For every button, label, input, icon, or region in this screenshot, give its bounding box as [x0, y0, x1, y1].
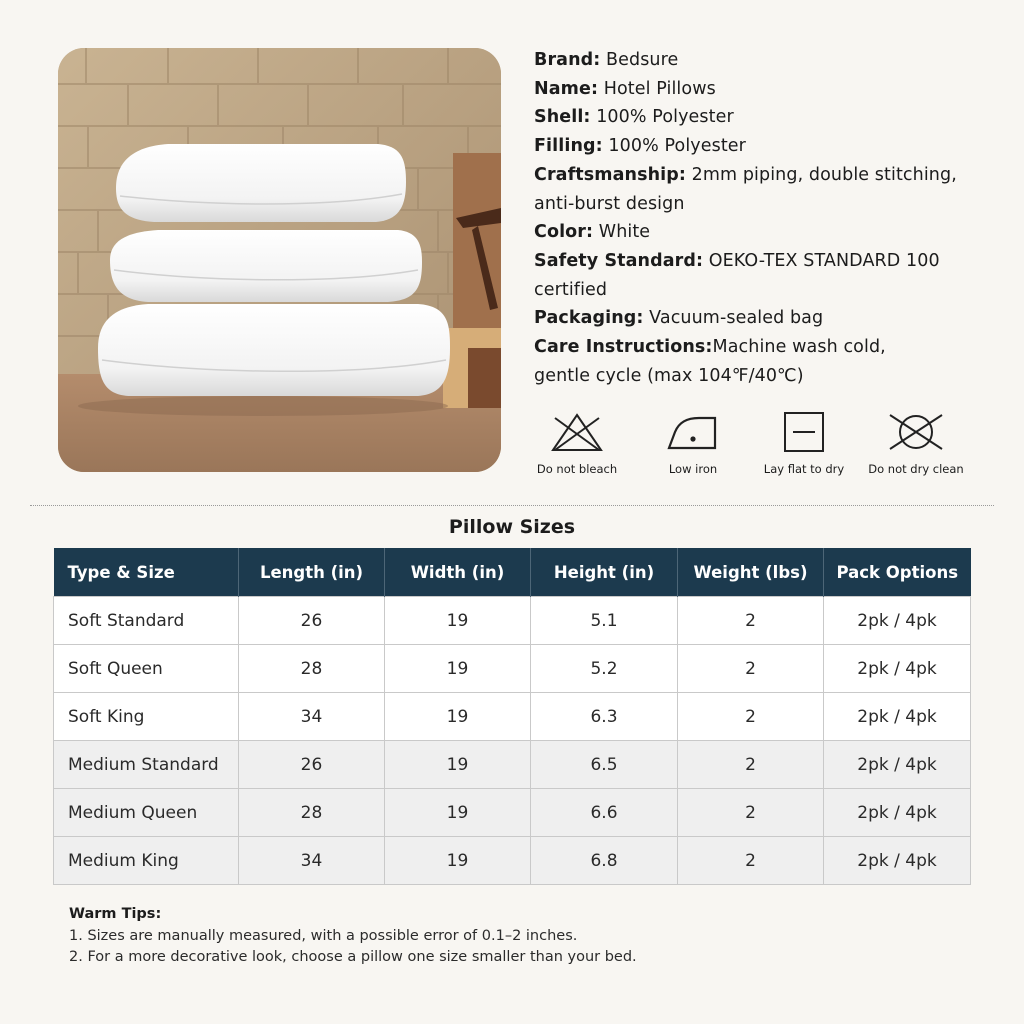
cell-type: Soft Queen [54, 645, 239, 693]
cell-pack: 2pk / 4pk [824, 597, 971, 645]
warm-tips-title: Warm Tips: [69, 906, 162, 922]
header-weight: Weight (lbs) [678, 548, 824, 597]
care-item-lay-flat: Lay flat to dry [756, 410, 852, 490]
table-row [54, 693, 971, 741]
lay-flat-to-dry-icon [776, 410, 832, 454]
cell-height: 6.3 [531, 693, 678, 741]
spec-care-instructions: Care Instructions:Machine wash cold, [534, 337, 886, 358]
header-type-size: Type & Size [54, 548, 239, 597]
do-not-bleach-icon [549, 410, 605, 454]
cell-type: Soft Standard [54, 597, 239, 645]
table-title: Pillow Sizes [448, 516, 576, 538]
spec-list [534, 46, 1004, 390]
cell-pack: 2pk / 4pk [824, 741, 971, 789]
cell-length: 34 [239, 837, 385, 885]
care-item-dry-clean: Do not dry clean [862, 410, 970, 490]
table-row [54, 645, 971, 693]
header-length: Length (in) [239, 548, 385, 597]
header-height: Height (in) [531, 548, 678, 597]
table-header-row [54, 548, 971, 597]
header-pack-options: Pack Options [824, 548, 971, 597]
header-width: Width (in) [385, 548, 531, 597]
cell-height: 5.2 [531, 645, 678, 693]
cell-width: 19 [385, 597, 531, 645]
table-row [54, 597, 971, 645]
pillow-sizes-table [53, 548, 971, 885]
section-divider [30, 505, 994, 506]
spec-care-instructions-cont: gentle cycle (max 104℉/40℃) [534, 365, 804, 386]
cell-pack: 2pk / 4pk [824, 837, 971, 885]
spec-safety-standard: Safety Standard: OEKO-TEX STANDARD 100 [534, 250, 940, 271]
care-item-iron: Low iron [650, 410, 736, 490]
cell-type: Medium Queen [54, 789, 239, 837]
cell-length: 34 [239, 693, 385, 741]
table-row [54, 837, 971, 885]
cell-width: 19 [385, 789, 531, 837]
cell-weight: 2 [678, 693, 824, 741]
warm-tips [69, 906, 969, 968]
do-not-dry-clean-icon [886, 410, 946, 454]
cell-width: 19 [385, 837, 531, 885]
spec-color: Color: White [534, 222, 651, 243]
cell-pack: 2pk / 4pk [824, 789, 971, 837]
spec-shell: Shell: 100% Polyester [534, 107, 734, 128]
cell-weight: 2 [678, 789, 824, 837]
cell-height: 6.8 [531, 837, 678, 885]
warm-tip-line: 1. Sizes are manually measured, with a possible error of 0.1–2 inches. [69, 928, 578, 944]
pillow-stack-image [58, 48, 501, 472]
low-iron-icon [665, 410, 721, 454]
cell-pack: 2pk / 4pk [824, 645, 971, 693]
spec-name: Name: Hotel Pillows [534, 78, 716, 99]
cell-weight: 2 [678, 597, 824, 645]
spec-craftsmanship: Craftsmanship: 2mm piping, double stitching, [534, 164, 957, 185]
spec-safety-standard-cont: certified [534, 279, 608, 300]
cell-weight: 2 [678, 645, 824, 693]
care-item-bleach: Do not bleach [530, 410, 624, 490]
table-row [54, 789, 971, 837]
cell-height: 6.5 [531, 741, 678, 789]
cell-length: 28 [239, 645, 385, 693]
cell-width: 19 [385, 693, 531, 741]
cell-height: 5.1 [531, 597, 678, 645]
table-row [54, 741, 971, 789]
cell-type: Medium King [54, 837, 239, 885]
cell-length: 26 [239, 597, 385, 645]
cell-type: Medium Standard [54, 741, 239, 789]
cell-weight: 2 [678, 837, 824, 885]
warm-tip-line: 2. For a more decorative look, choose a pillow one size smaller than your bed. [69, 949, 637, 965]
spec-craftsmanship-cont: anti-burst design [534, 193, 685, 214]
spec-filling: Filling: 100% Polyester [534, 136, 746, 157]
product-photo [58, 48, 501, 472]
cell-pack: 2pk / 4pk [824, 693, 971, 741]
spec-brand: Brand: Bedsure [534, 50, 679, 70]
cell-length: 26 [239, 741, 385, 789]
cell-weight: 2 [678, 741, 824, 789]
cell-width: 19 [385, 645, 531, 693]
cell-height: 6.6 [531, 789, 678, 837]
cell-length: 28 [239, 789, 385, 837]
spec-packaging: Packaging: Vacuum-sealed bag [534, 308, 824, 329]
cell-width: 19 [385, 741, 531, 789]
cell-type: Soft King [54, 693, 239, 741]
